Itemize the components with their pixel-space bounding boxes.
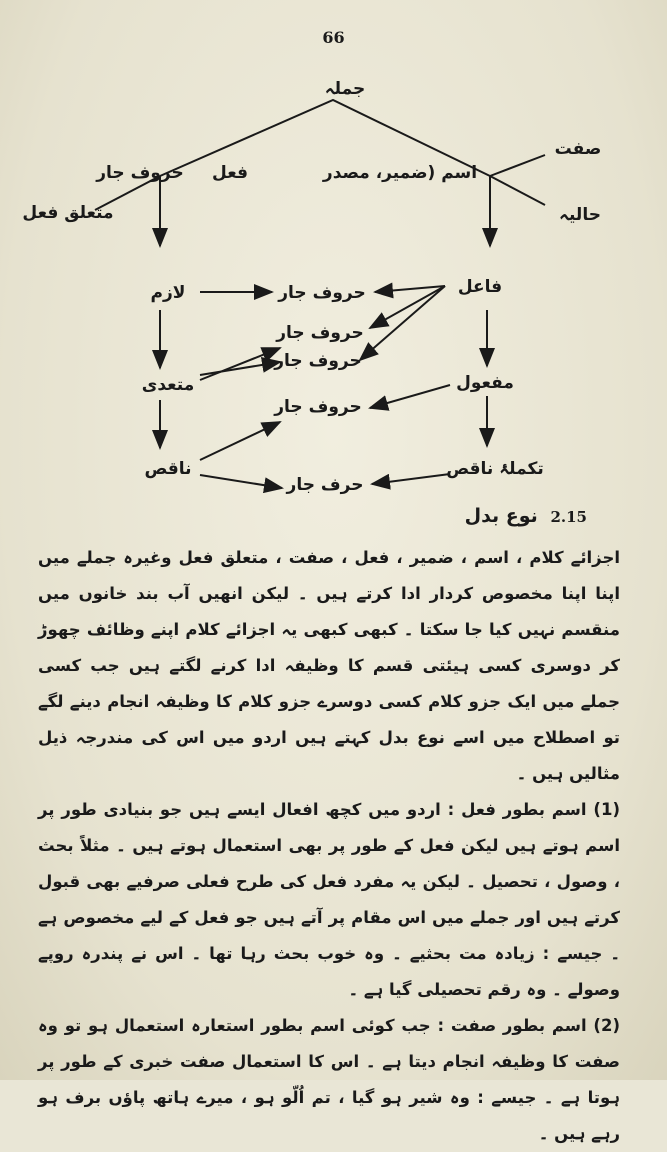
diagram-adverb: متعلق فعل (22, 203, 114, 223)
diagram-left-chain-3: ناقص (144, 459, 192, 479)
section-title: نوع بدل (464, 505, 538, 527)
diagram-right-chain-1: فاعل (457, 277, 503, 297)
page-number: 66 (322, 28, 345, 47)
diagram-right-chain-3: تکملۂ ناقص (446, 459, 544, 479)
diagram-middle-3: حروف جار (274, 351, 362, 371)
diagram-noun: اسم (ضمیر، مصدر (322, 163, 478, 183)
diagram-middle-5: حرف جار (286, 475, 364, 495)
diagram-left-chain-1: لازم (150, 283, 186, 303)
section-heading (465, 505, 587, 527)
section-number: 2.15 (550, 508, 587, 526)
body-text (38, 540, 620, 1152)
diagram-right-chain-2: مفعول (456, 373, 514, 393)
diagram-left-chain-2: متعدی (141, 375, 195, 395)
diagram-middle-4: حروف جار (274, 397, 362, 417)
paragraph-noun-as-verb: (1) اسم بطور فعل : اردو میں کچھ افعال ایسے ہیں جو بنیادی طور پر اسم ہوتے ہیں لیکن فعل کے طور پر بھی استعمال ہوتے ہیں ۔ مثلاً بحث ، وصول ، تحصیل ۔ لیکن یہ مفرد فعل کی طرح فعلی صرفیے بھی قبول کرتے ہیں اور جملے میں اس مقام پر آتے ہیں جو فعل کے لیے مخصوص ہے ۔ جیسے : زیادہ مت بحثیے ۔ وہ خوب بحث رہا تھا ۔ اس نے پندرہ روپے وصولے ۔ وہ رقم تحصیلی گیا ہے ۔ (38, 800, 620, 999)
diagram-circumstantial: حالیہ (559, 205, 601, 225)
diagram-verb: فعل (212, 163, 248, 183)
diagram-preposition-top: حروف جار (96, 163, 184, 183)
paragraph-intro: اجزائے کلام ، اسم ، ضمیر ، فعل ، صفت ، متعلق فعل وغیرہ جملے میں اپنا اپنا مخصوص کردار ادا کرتے ہیں ۔ لیکن انھیں آب بند خانوں میں منقسم نہیں کیا جا سکتا ۔ کبھی کبھی یہ اجزائے کلام اپنے وظائف چھوڑ کر دوسری کسی ہیئتی قسم کا وظیفہ ادا کرنے لگتے ہیں جب کسی جملے میں ایک جزو کلام کسی دوسرے جزو کلام کا وظیفہ انجام دینے لگے تو اصطلاح میں اسے نوع بدل کہتے ہیں اردو میں اس کی مندرجہ ذیل مثالیں ہیں ۔ (38, 548, 620, 783)
paragraph-noun-as-adjective: (2) اسم بطور صفت : جب کوئی اسم بطور استعارہ استعمال ہو تو وہ صفت کا وظیفہ انجام دیتا ہے ۔ اس کا استعمال صفت خبری کے طور پر ہوتا ہے ۔ جیسے : وہ شیر ہو گیا ، تم اُلّو ہو ، میرے ہاتھ پاؤں برف ہو رہے ہیں ۔ (38, 1016, 620, 1143)
diagram-adjective: صفت (554, 139, 602, 159)
sentence-structure-diagram (0, 70, 667, 510)
diagram-root: جملہ (324, 79, 366, 99)
diagram-middle-1: حروف جار (278, 283, 366, 303)
diagram-middle-2: حروف جار (276, 323, 364, 343)
